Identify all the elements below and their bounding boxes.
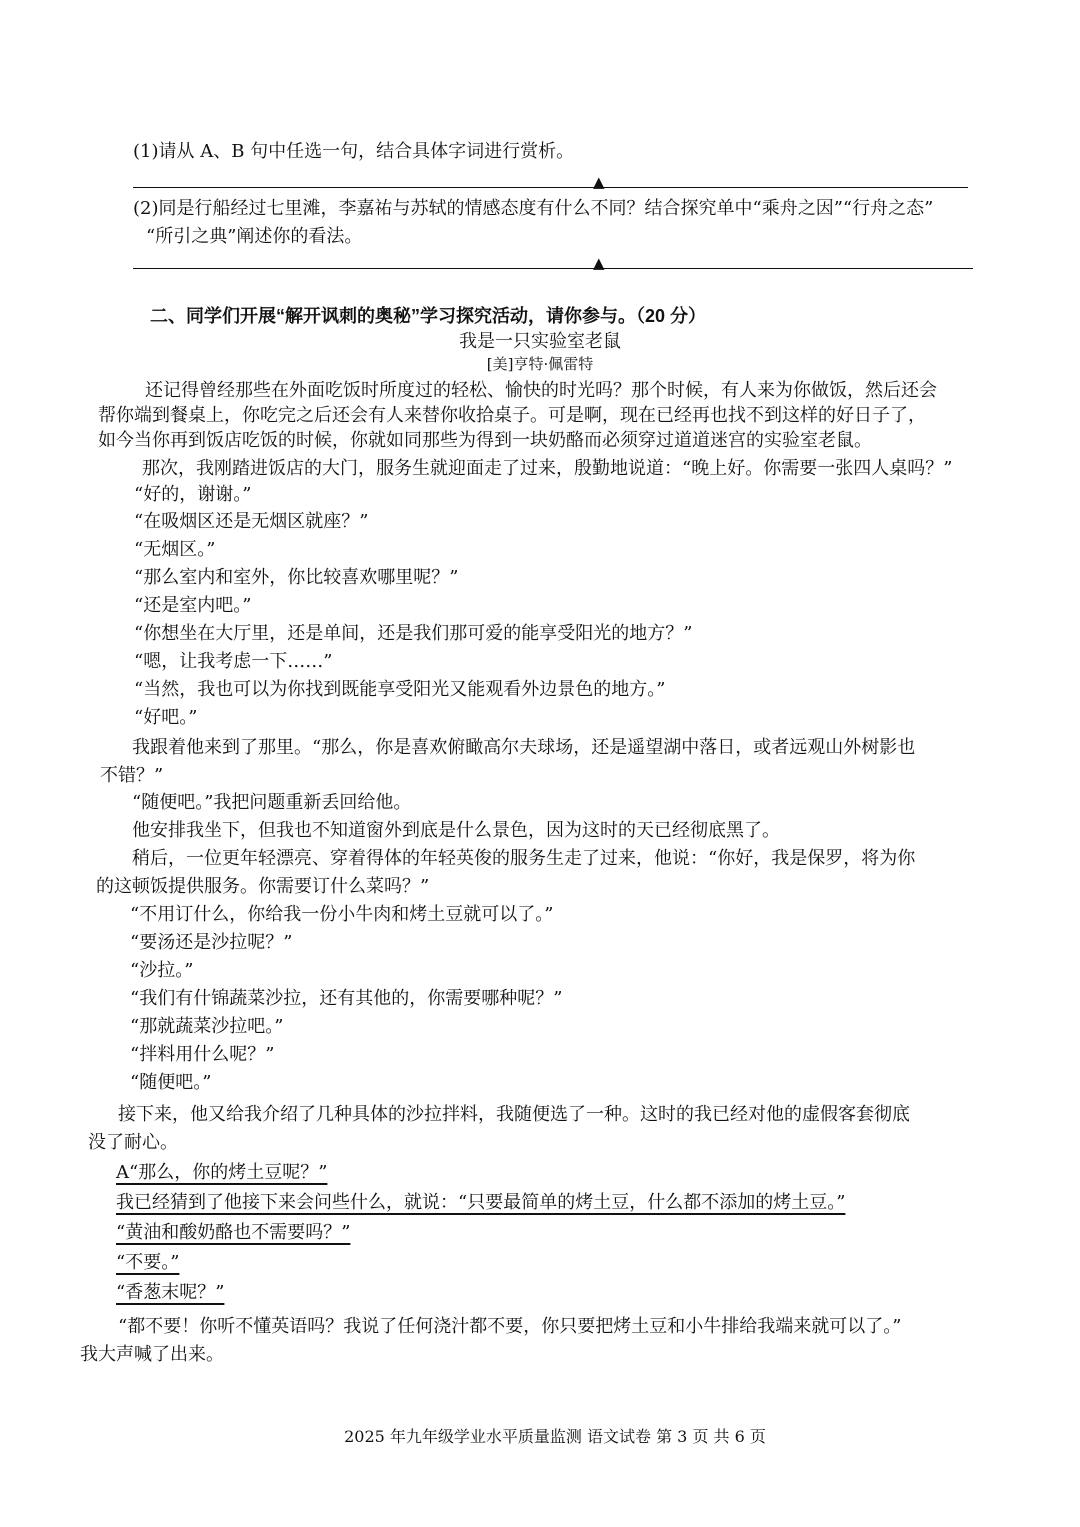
- story-line: 的这顿饭提供服务。你需要订什么菜吗？”: [96, 876, 430, 897]
- story-line: “还是室内吧。”: [134, 595, 252, 616]
- story-line: “无烟区。”: [134, 539, 216, 560]
- page-footer: 2025 年九年级学业水平质量监测 语文试卷 第 3 页 共 6 页: [344, 1427, 766, 1446]
- story-line: 帮你端到餐桌上，你吃完之后还会有人来替你收拾桌子。可是啊，现在已经再也找不到这样的好日子了，: [98, 405, 926, 426]
- story-line: 稍后，一位更年轻漂亮、穿着得体的年轻英俊的服务生走了过来，他说：“你好，我是保罗，将为你: [132, 848, 916, 869]
- answer-line-1: [133, 187, 968, 188]
- story-line: “都不要！你听不懂英语吗？我说了任何浇汁都不要，你只要把烤土豆和小牛排给我端来就可以了。”: [118, 1316, 902, 1337]
- story-line: “好的，谢谢。”: [134, 484, 252, 505]
- story-line: “那就蔬菜沙拉吧。”: [130, 1016, 284, 1037]
- question-2-line-1: (2)同是行船经过七里滩，李嘉祐与苏轼的情感态度有什么不同？结合探究单中“乘舟之因”“行舟之态”: [133, 198, 934, 219]
- story-line: 没了耐心。: [88, 1132, 178, 1153]
- passage-a-line: A“那么，你的烤土豆呢？”: [116, 1162, 328, 1183]
- answer-line-2: [133, 268, 973, 269]
- section-heading: 二、同学们开展“解开讽刺的奥秘”学习探究活动，请你参与。（20 分）: [150, 306, 707, 326]
- question-2-line-2: “所引之典”阐述你的看法。: [146, 226, 363, 247]
- passage-a-line: 我已经猜到了他接下来会问些什么，就说：“只要最简单的烤土豆，什么都不添加的烤土豆。”: [116, 1192, 846, 1213]
- answer-mark-1: ▲: [593, 173, 605, 191]
- passage-a-line: “黄油和酸奶酪也不需要吗？”: [116, 1222, 351, 1243]
- story-title: 我是一只实验室老鼠: [459, 331, 621, 352]
- story-line: 接下来，他又给我介绍了几种具体的沙拉拌料，我随便选了一种。这时的我已经对他的虚假客套彻底: [118, 1104, 910, 1125]
- story-line: “当然，我也可以为你找到既能享受阳光又能观看外边景色的地方。”: [134, 679, 666, 700]
- story-line: 如今当你再到饭店吃饭的时候，你就如同那些为得到一块奶酪而必须穿过道道迷宫的实验室老鼠。: [98, 430, 872, 451]
- passage-a-line: “不要。”: [116, 1252, 180, 1273]
- story-line: “拌料用什么呢？”: [130, 1044, 275, 1065]
- story-line: “随便吧。”我把问题重新丢回给他。: [132, 792, 412, 813]
- passage-a-line: “香葱末呢？”: [116, 1282, 225, 1303]
- story-line: “沙拉。”: [130, 960, 194, 981]
- story-line: 他安排我坐下，但我也不知道窗外到底是什么景色，因为这时的天已经彻底黑了。: [132, 820, 780, 841]
- story-line: “不用订什么，你给我一份小牛肉和烤土豆就可以了。”: [130, 904, 554, 925]
- story-author: [美]亨特·佩雷特: [486, 355, 594, 373]
- story-line: “好吧。”: [134, 707, 198, 728]
- story-line: “要汤还是沙拉呢？”: [130, 932, 293, 953]
- story-line: “你想坐在大厅里，还是单间，还是我们那可爱的能享受阳光的地方？”: [134, 623, 693, 644]
- story-line: 我大声喊了出来。: [80, 1344, 224, 1365]
- story-line: “嗯，让我考虑一下……”: [134, 651, 333, 672]
- story-line: 不错？”: [100, 765, 164, 786]
- story-line: 我跟着他来到了那里。“那么，你是喜欢俯瞰高尔夫球场，还是遥望湖中落日，或者远观山外树影也: [132, 737, 916, 758]
- story-line: “在吸烟区还是无烟区就座？”: [134, 511, 369, 532]
- story-line: “我们有什锦蔬菜沙拉，还有其他的，你需要哪种呢？”: [130, 988, 563, 1009]
- question-1: (1)请从 A、B 句中任选一句，结合具体字词进行赏析。: [133, 141, 575, 162]
- answer-mark-2: ▲: [593, 254, 605, 272]
- story-line: 那次，我刚踏进饭店的大门，服务生就迎面走了过来，殷勤地说道：“晚上好。你需要一张四人桌吗？”: [142, 458, 953, 479]
- story-line: 还记得曾经那些在外面吃饭时所度过的轻松、愉快的时光吗？那个时候，有人来为你做饭，然后还会: [145, 380, 937, 401]
- story-line: “那么室内和室外，你比较喜欢哪里呢？”: [134, 567, 459, 588]
- story-line: “随便吧。”: [130, 1072, 212, 1093]
